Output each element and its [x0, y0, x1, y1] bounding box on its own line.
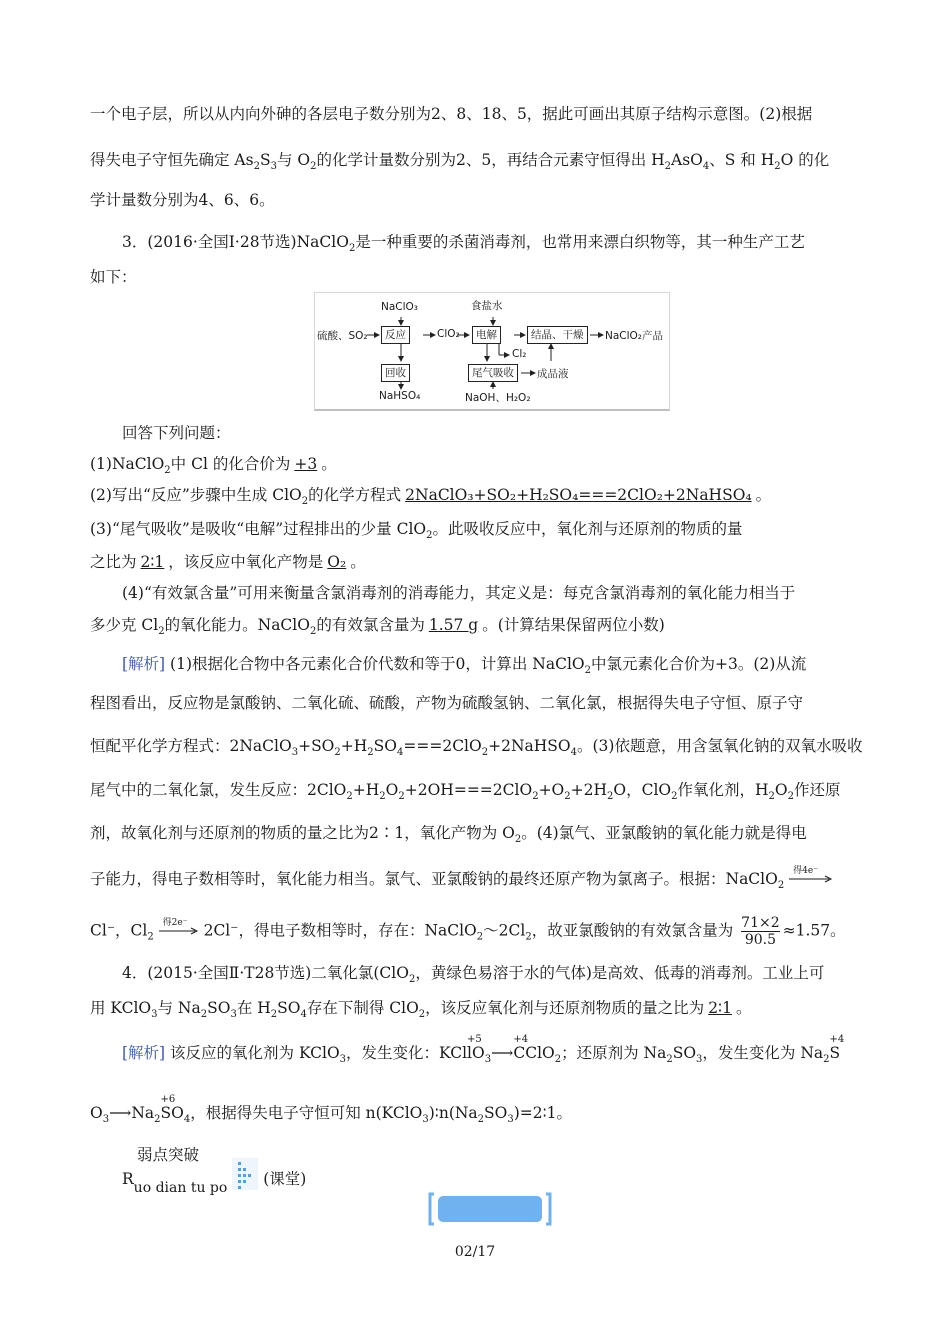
- weak-pinyin-line: $R_{uo dian tu po}$ (课堂): [122, 1158, 306, 1201]
- q3-intro-2: 如下：: [90, 268, 137, 286]
- a4-line1: [解析] 该反应的氧化剂为 KClO$_3$，发生变化：KCl +5 $lO_3⟶$ +4 CClO$_2$；还原剂为 $Na_2SO_3$，发生变化为 $Na_2$ +4 S: [122, 1034, 845, 1065]
- q3-answer-prompt: 回答下列问题：: [122, 424, 231, 442]
- flow-clo2: ClO₂: [437, 328, 460, 340]
- weak-cn: 弱点突破: [137, 1146, 200, 1164]
- q3-sub2: (2)写出“反应”步骤中生成 ClO$_2$的化学方程式 2NaClO₃+SO₂+H₂SO₄===2ClO₂+2NaHSO₄ 。: [90, 486, 772, 507]
- q3-sub4-line2: 多少克 $Cl_2$的氧化能力。NaClO$_2$的有效氯含量为 1.57 g 。(计算结果保留两位小数): [90, 616, 665, 637]
- arrow-gain-4e: 得4e⁻: [789, 870, 833, 884]
- q3-answer-4: 1.57 g: [428, 616, 479, 634]
- section-banner: [428, 1192, 552, 1226]
- q3-answer-2: 2NaClO₃+SO₂+H₂SO₄===2ClO₂+2NaHSO₄: [405, 486, 752, 504]
- p1-line2: 得失电子守恒先确定 $As_2S_3$与 $O_2$的化学计量数分别为2、5，再结合元素守恒得出 $H_2AsO_4$、S 和 $H_2O$ 的化: [90, 151, 830, 172]
- flow-brine: 食盐水: [471, 300, 503, 312]
- q4-line1: 4．(2015·全国Ⅱ·T28节选)二氧化氯(ClO$_2$，黄绿色易溶于水的气体)是高效、低毒的消毒剂。工业上可: [122, 964, 825, 985]
- flow-recover-box: 回收: [381, 364, 410, 382]
- flow-crystal-box: 结晶、干燥: [527, 326, 588, 344]
- a3-line3: 恒配平化学方程式：$2NaClO_3+SO_2+H_2SO_4===2ClO_2+2NaHSO_4$。(3)依题意，用含氢氧化钠的双氧水吸收: [90, 737, 863, 758]
- page-number: 02/17: [454, 1244, 496, 1260]
- q4-line2: 用 KClO$_3$与 $Na_2SO_3$在 $H_2SO_4$存在下制得 ClO$_2$，该反应氧化剂与还原剂物质的量之比为 2∶1 。: [90, 999, 752, 1020]
- q3-answer-3b: O₂: [327, 553, 347, 571]
- flow-naclo3: NaClO₃: [381, 301, 419, 313]
- a3-line1: [解析] (1)根据化合物中各元素化合价代数和等于0，计算出 NaClO$_2$中氯元素化合价为+3。(2)从流: [122, 655, 807, 676]
- q3-sub3-line1: (3)“尾气吸收”是吸收“电解”过程排出的少量 ClO$_2$。此吸收反应中，氧化剂与还原剂的物质的量: [90, 520, 743, 541]
- arrow-dots-icon: [232, 1158, 258, 1190]
- q3-sub3-line2: 之比为 2∶1 ，该反应中氧化产物是 O₂ 。: [90, 553, 366, 571]
- q3-intro: 3．(2016·全国Ⅰ·28节选)NaClO$_2$是一种重要的杀菌消毒剂，也常用来漂白织物等，其一种生产工艺: [122, 233, 805, 254]
- q4-answer: 2∶1: [708, 999, 732, 1017]
- flow-naoh: NaOH、H₂O₂: [465, 392, 531, 404]
- q3-answer-3a: 2∶1: [140, 553, 165, 571]
- flow-acid-input: 硫酸、SO₂: [317, 330, 368, 342]
- p1-line1: 一个电子层，所以从内向外砷的各层电子数分别为2、8、18、5，据此可画出其原子结构示意图。(2)根据: [90, 105, 813, 123]
- flow-product: NaClO₂产品: [605, 330, 664, 342]
- flow-electrolysis-box: 电解: [472, 326, 501, 344]
- a3-line2: 程图看出，反应物是氯酸钠、二氧化硫、硫酸，产物为硫酸氢钠、二氧化氯，根据得失电子守恒、原子守: [90, 694, 804, 712]
- process-flow-diagram: [314, 292, 670, 411]
- analysis-tag: [解析]: [122, 655, 166, 673]
- p1-line3: 学计量数分别为4、6、6。: [90, 191, 275, 209]
- flow-nahso4: NaHSO₄: [379, 390, 421, 402]
- q3-sub1: (1)NaClO$_2$中 Cl 的化合价为 +3 。: [90, 455, 337, 476]
- flow-finished: 成品液: [537, 368, 569, 380]
- a3-line4: 尾气中的二氧化氯，发生反应：$2ClO_2+H_2O_2+2OH===2ClO_2+O_2+2H_2O$，ClO$_2$作氧化剂，$H_2O_2$作还原: [90, 781, 841, 802]
- flow-tail-box: 尾气吸收: [468, 364, 518, 382]
- arrow-gain-2e: 得2e⁻: [159, 922, 199, 936]
- analysis-tag-2: [解析]: [122, 1044, 166, 1062]
- q3-answer-1: +3: [294, 455, 318, 473]
- effective-chlorine-fraction: $\frac{71\times 2}{90.5}$: [741, 915, 780, 948]
- a3-line6: 子能力，得电子数相等时，氧化能力相当。氯气、亚氯酸钠的最终还原产物为氯离子。根据：NaClO$_2$ 得4e⁻: [90, 866, 833, 899]
- q3-sub4-line1: (4)“有效氯含量”可用来衡量含氯消毒剂的消毒能力，其定义是：每克含氯消毒剂的氧化能力相当于: [122, 584, 796, 602]
- flow-reaction-box: 反应: [381, 326, 410, 344]
- flow-cl2: Cl₂: [512, 348, 527, 360]
- a4-line2: $O_3⟶Na_2$ +6 $SO_4$，根据得失电子守恒可知 $n(KClO_3)∶n(Na_2SO_3)=2∶1$。: [90, 1094, 573, 1125]
- a3-line7: Cl⁻，$Cl_2$ 得2e⁻ 2Cl⁻，得电子数相等时，存在：$NaClO_2\sim 2Cl_2$，故亚氯酸钠的有效氯含量为 $\frac{71\times 2}{90.5}$ ≈1.57。: [90, 915, 846, 948]
- a3-line5: 剂，故氧化剂与还原剂的物质的量之比为2∶1，氧化产物为 $O_2$。(4)氯气、亚氯酸钠的氧化能力就是得电: [90, 824, 807, 845]
